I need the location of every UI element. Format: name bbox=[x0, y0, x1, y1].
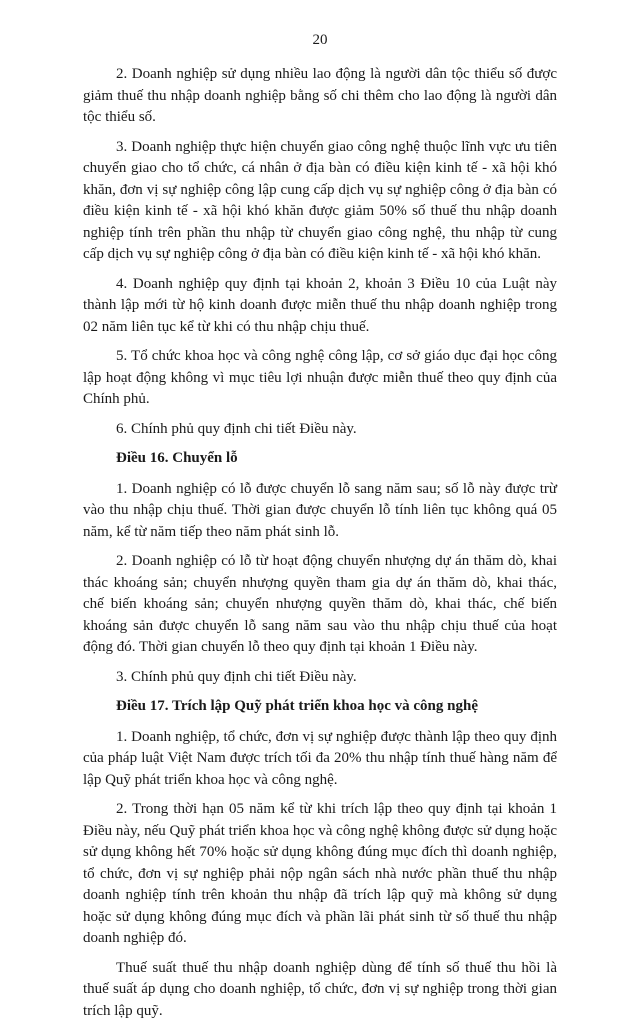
paragraph-art16-clause1: 1. Doanh nghiệp có lỗ được chuyển lỗ sang năm sau; số lỗ này được trừ vào thu nhập chịu thuế. Thời gian được chuyển lỗ tính liên tục không quá 05 năm, kể từ năm tiếp theo năm phát sinh lỗ. bbox=[83, 480, 557, 540]
paragraph-art17-clause1: 1. Doanh nghiệp, tổ chức, đơn vị sự nghiệp được thành lập theo quy định của pháp luật Việt Nam được trích tối đa 20% thu nhập tính thuế hàng năm để lập Quỹ phát triển khoa học và công nghệ. bbox=[83, 728, 557, 788]
paragraph-art15-clause2: 2. Doanh nghiệp sử dụng nhiều lao động là người dân tộc thiểu số được giảm thuế thu nhập doanh nghiệp bằng số chi thêm cho lao động là người dân tộc thiểu số. bbox=[83, 66, 557, 125]
paragraph-art15-clause3: 3. Doanh nghiệp thực hiện chuyển giao công nghệ thuộc lĩnh vực ưu tiên chuyển giao cho tổ chức, cá nhân ở địa bàn có điều kiện kinh tế - xã hội khó khăn, đơn vị sự nghiệp công lập cung cấp dịch vụ sự nghiệp công ở địa bàn có điều kiện kinh tế - xã hội khó khăn được giảm 50% số thuế thu nhập doanh nghiệp tính trên phần thu nhập từ chuyển giao công nghệ, thu nhập từ cung cấp dịch vụ sự nghiệp công ở địa bàn có điều kiện kinh tế - xã hội khó khăn. bbox=[83, 138, 557, 262]
paragraph-art17-clause2: 2. Trong thời hạn 05 năm kể từ khi trích lập theo quy định tại khoản 1 Điều này, nếu Quỹ phát triển khoa học và công nghệ không được sử dụng hoặc sử dụng không hết 70% hoặc sử dụng không đúng mục đích thì doanh nghiệp, tổ chức, đơn vị sự nghiệp phải nộp ngân sách nhà nước phần thuế thu nhập doanh nghiệp tính trên khoản thu nhập đã trích lập quỹ mà không sử dụng hoặc sử dụng không đúng mục đích và phần lãi phát sinh từ số thuế thu nhập doanh nghiệp đó. bbox=[83, 801, 557, 946]
paragraph-art17-tax-rate: Thuế suất thuế thu nhập doanh nghiệp dùng để tính số thuế thu hồi là thuế suất áp dụng cho doanh nghiệp, tổ chức, đơn vị sự nghiệp trong thời gian trích lập quỹ. bbox=[83, 959, 557, 1019]
page-number: 20 bbox=[312, 32, 328, 48]
article-17-heading: Điều 17. Trích lập Quỹ phát triển khoa học và công nghệ bbox=[116, 698, 478, 714]
page-content bbox=[83, 64, 557, 1030]
paragraph-art15-clause5: 5. Tổ chức khoa học và công nghệ công lập, cơ sở giáo dục đại học công lập hoạt động không vì mục tiêu lợi nhuận được miễn thuế theo quy định của Chính phủ. bbox=[83, 348, 557, 407]
paragraph-art15-clause6: 6. Chính phủ quy định chi tiết Điều này. bbox=[116, 420, 357, 437]
paragraph-art16-clause3: 3. Chính phủ quy định chi tiết Điều này. bbox=[116, 668, 357, 685]
paragraph-art16-clause2: 2. Doanh nghiệp có lỗ từ hoạt động chuyển nhượng dự án thăm dò, khai thác khoáng sản; chuyển nhượng quyền tham gia dự án thăm dò, khai thác, chế biến khoáng sản; chuyển nhượng quyền thăm dò, khai thác, chế biến khoáng sản được chuyển lỗ sang năm sau vào thu nhập chịu thuế của hoạt động đó. Thời gian chuyển lỗ theo quy định tại khoản 1 Điều này. bbox=[83, 553, 557, 655]
paragraph-art15-clause4: 4. Doanh nghiệp quy định tại khoản 2, khoản 3 Điều 10 của Luật này thành lập mới từ hộ kinh doanh được miễn thuế thu nhập doanh nghiệp trong 02 năm liên tục kể từ khi có thu nhập chịu thuế. bbox=[83, 275, 557, 335]
article-16-heading: Điều 16. Chuyển lỗ bbox=[116, 450, 238, 466]
